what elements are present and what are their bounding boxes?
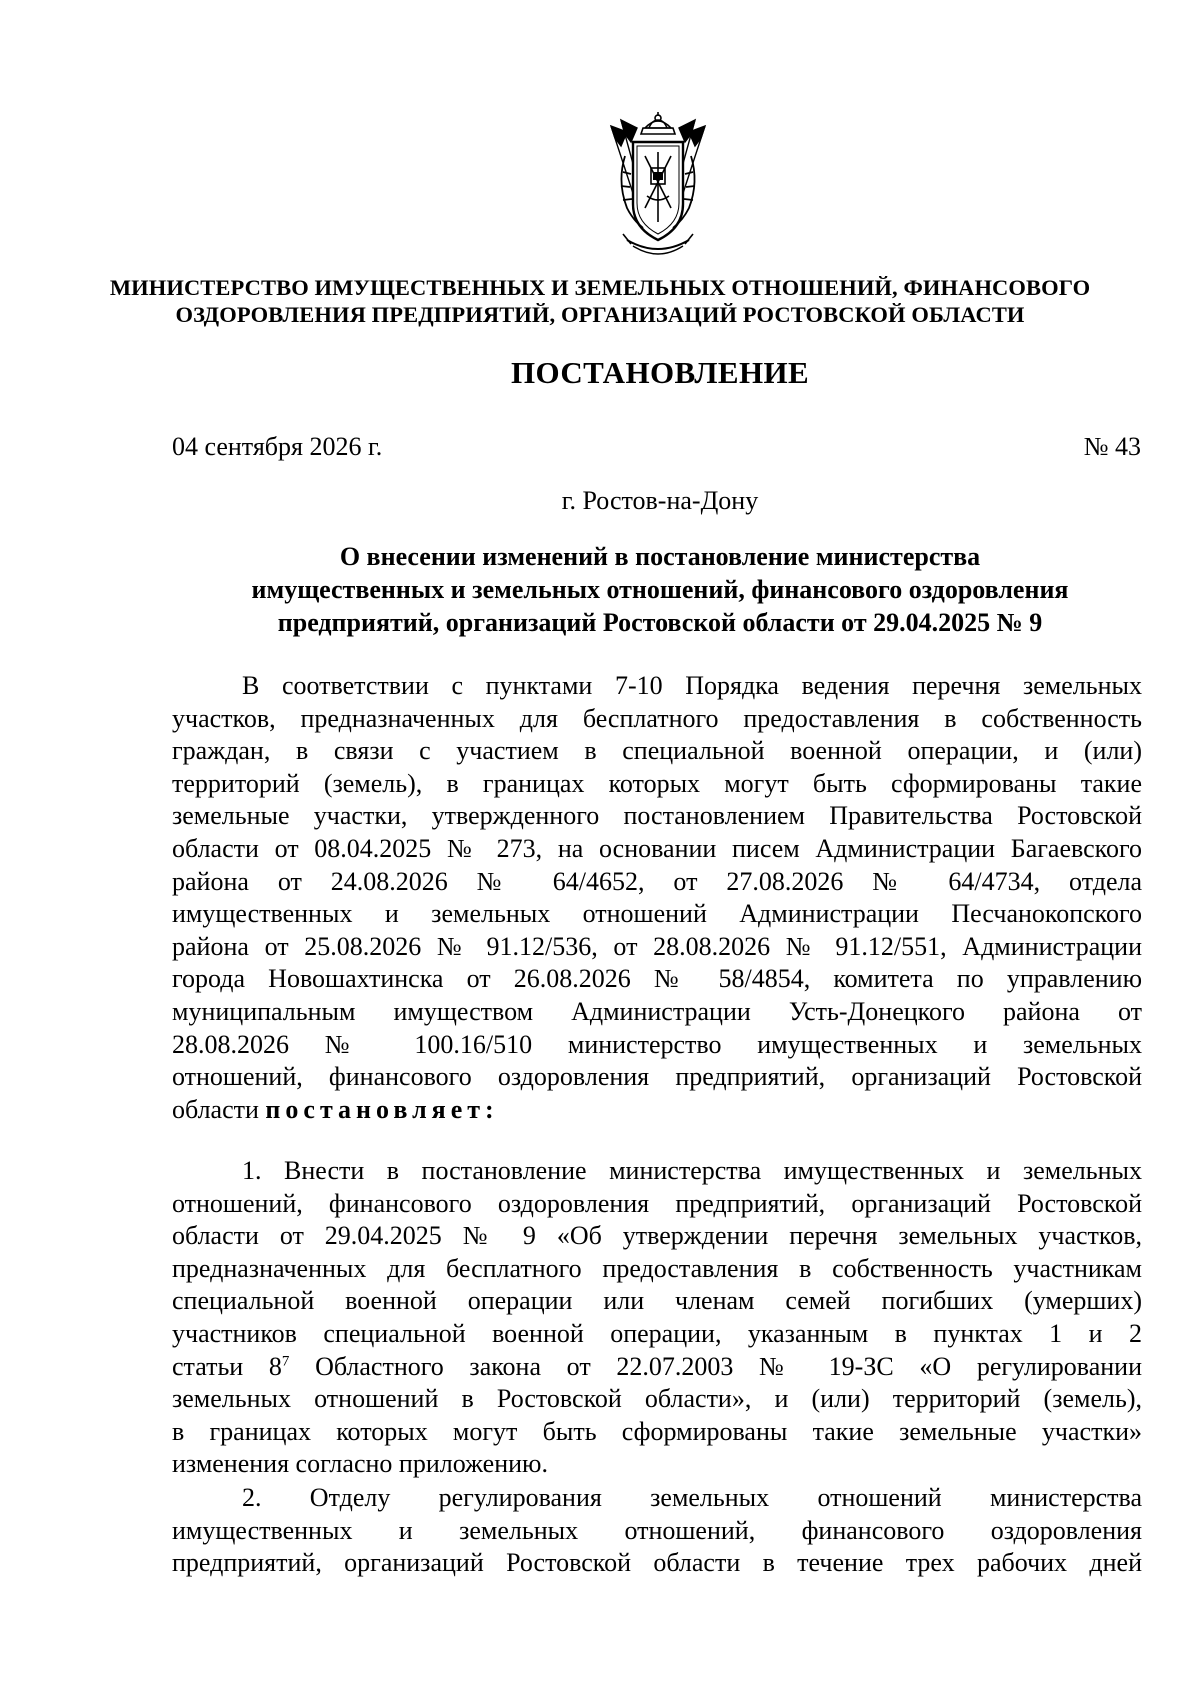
superscript: 7 — [281, 1352, 290, 1369]
text-line: отношений, финансового оздоровления предприятий, организаций Ростовской — [172, 1062, 1142, 1092]
text-line — [172, 1094, 1142, 1127]
text-line: территорий (земель), в границах которых могут быть сформированы такие — [172, 768, 1142, 798]
item-1-paragraph — [172, 1155, 1142, 1481]
text-line: в границах которых могут быть сформированы такие земельные участки» — [172, 1416, 1142, 1446]
document-number: № 43 — [1083, 432, 1141, 461]
subject-line: О внесении изменений в постановление министерства — [339, 542, 981, 571]
text-line — [172, 1351, 1142, 1384]
text-line: отношений, финансового оздоровления предприятий, организаций Ростовской — [172, 1188, 1142, 1218]
ministry-line-2: ОЗДОРОВЛЕНИЯ ПРЕДПРИЯТИЙ, ОРГАНИЗАЦИЙ РОСТОВСКОЙ ОБЛАСТИ — [175, 302, 1025, 327]
text-line: участков, предназначенных для бесплатного предоставления в собственность — [172, 703, 1142, 733]
text-line: города Новошахтинска от 26.08.2026 № 58/4854, комитета по управлению — [172, 964, 1142, 994]
text-fragment: статьи 8 — [172, 1351, 282, 1381]
text-line: граждан, в связи с участием в специальной военной операции, и (или) — [172, 736, 1142, 766]
text-line: муниципальным имуществом Администрации Усть-Донецкого района от — [172, 996, 1142, 1026]
document-city: г. Ростов-на-Дону — [561, 486, 759, 515]
text-line: имущественных и земельных отношений Администрации Песчанокопского — [172, 899, 1142, 929]
text-fragment: области — [172, 1094, 259, 1124]
text-line: предприятий, организаций Ростовской области в течение трех рабочих дней — [172, 1548, 1142, 1578]
document-subject — [150, 540, 1170, 639]
item-2-paragraph — [172, 1482, 1142, 1580]
text-line: В соответствии с пунктами 7-10 Порядка ведения перечня земельных — [242, 671, 1142, 700]
text-line: изменения согласно приложению. — [172, 1449, 548, 1479]
text-line: области от 08.04.2025 № 273, на основании писем Администрации Багаевского — [172, 833, 1142, 863]
subject-line: предприятий, организаций Ростовской области от 29.04.2025 № 9 — [277, 608, 1043, 637]
text-line: района от 24.08.2026 № 64/4652, от 27.08.2026 № 64/4734, отдела — [172, 866, 1142, 896]
text-line: 2. Отделу регулирования земельных отношений министерства — [242, 1483, 1142, 1512]
preamble-paragraph — [172, 670, 1142, 1126]
subject-line: имущественных и земельных отношений, финансового оздоровления — [251, 575, 1069, 604]
text-line: земельных отношений в Ростовской области», и (или) территорий (земель), — [172, 1384, 1142, 1414]
text-line: 1. Внести в постановление министерства имущественных и земельных — [242, 1156, 1142, 1185]
ministry-name — [100, 274, 1100, 328]
rostov-oblast-coat-of-arms-icon — [597, 112, 719, 262]
ministry-line-1: МИНИСТЕРСТВО ИМУЩЕСТВЕННЫХ И ЗЕМЕЛЬНЫХ ОТНОШЕНИЙ, ФИНАНСОВОГО — [109, 275, 1091, 300]
text-line: предназначенных для бесплатного предоставления в собственность участникам — [172, 1253, 1142, 1283]
document-date: 04 сентября 2026 г. — [172, 432, 383, 461]
text-line: 28.08.2026 № 100.16/510 министерство имущественных и земельных — [172, 1029, 1142, 1059]
document-type-title: ПОСТАНОВЛЕНИЕ — [510, 355, 810, 390]
text-fragment: Областного закона от 22.07.2003 № 19-ЗС «О регулировании — [315, 1351, 1142, 1381]
text-line: области от 29.04.2025 № 9 «Об утверждении перечня земельных участков, — [172, 1221, 1142, 1251]
text-line: участников специальной военной операции, указанным в пунктах 1 и 2 — [172, 1318, 1142, 1348]
text-line: земельные участки, утвержденного постановлением Правительства Ростовской — [172, 801, 1142, 831]
text-line: специальной военной операции или членам семей погибших (умерших) — [172, 1286, 1142, 1316]
resolves-keyword: постановляет: — [265, 1094, 499, 1124]
text-line: района от 25.08.2026 № 91.12/536, от 28.08.2026 № 91.12/551, Администрации — [172, 931, 1142, 961]
text-line: имущественных и земельных отношений, финансового оздоровления — [172, 1515, 1142, 1545]
